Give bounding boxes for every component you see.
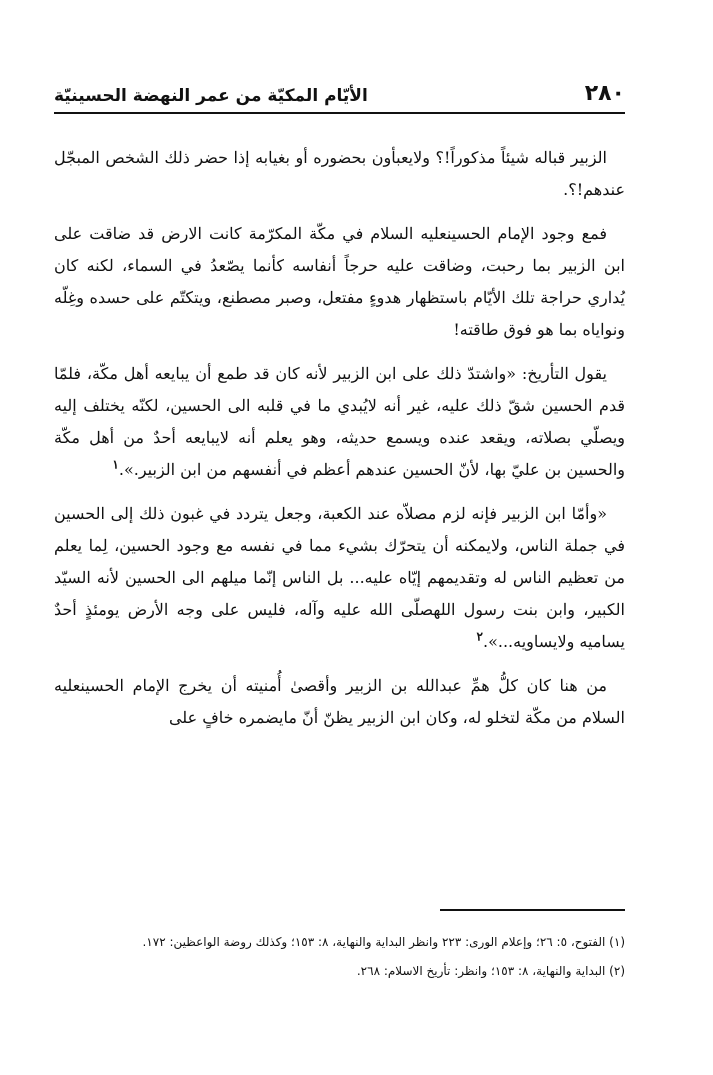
- page-number: ٢٨٠: [584, 81, 625, 106]
- paragraph: يقول التأريخ: «واشتدّ ذلك على ابن الزبير لأنه كان قد طمع أن يبايعه أهل مكّة، فلمّا قدم الحسين شقّ ذلك عليه، غير أنه لايُبدي ما في قلبه الى الحسين، لكنّه يختلف إليه ويصلّي بصلاته، ويقعد عنده ويسمع حديثه، وهو يعلم أنه لايبايعه أحدٌ من أهل مكّة والحسين بن عليّ بها، لأنّ الحسين عندهم أعظم في أنفسهم من ابن الزبير.».$^١$: [54, 364, 625, 479]
- footnote: (١) الفتوح، ٥: ٢٦؛ وإعلام الورى: ٢٢٣ وانظر البداية والنهاية، ٨: ١٥٣؛ وكذلك روضة الواعظين: ١٧٢.: [142, 935, 625, 949]
- footnotes: [54, 928, 625, 986]
- body-text: [54, 142, 625, 746]
- running-title: الأيّام المكيّة من عمر النهضة الحسينيّة: [54, 86, 368, 106]
- footnote-reference[interactable]: ٢: [476, 629, 483, 644]
- footnote-divider: [440, 909, 625, 911]
- page-header: [54, 66, 625, 114]
- paragraph: فمع وجود الإمام الحسينعليه السلام في مكّة المكرّمة كانت الارض قد ضاقت على ابن الزبير بما رحبت، وضاقت عليه حرجاً أنفاسه كأنما يصّعدُ في السماء، لكنه كان يُداري حراجة تلك الأيّام باستظهار هدوءٍ مفتعل، وصبر مصطنع، ويتكتّم على حسده وغِلّه ونواياه بما هو فوق طاقته!: [54, 224, 625, 339]
- paragraph: الزبير قباله شيئاً مذكوراً!؟ ولايعبأون بحضوره أو بغيابه إذا حضر ذلك الشخص المبجّل عندهم!؟.: [54, 148, 625, 199]
- paragraph: من هنا كان كلُّ همِّ عبدالله بن الزبير وأقصىٰ أُمنيته أن يخرج الإمام الحسينعليه السلام من مكّة لتخلو له، وكان ابن الزبير يظنّ أنّ مايضمره خافٍ على: [54, 676, 625, 727]
- footnote: (٢) البداية والنهاية، ٨: ١٥٣؛ وانظر: تأريخ الاسلام: ٢٦٨.: [356, 964, 625, 978]
- paragraph: «وأمّا ابن الزبير فإنه لزم مصلاّه عند الكعبة، وجعل يتردد في غبون ذلك إلى الحسين في جملة الناس، ولايمكنه أن يتحرّك بشيء مما في نفسه مع وجود الحسين، لِما يعلم من تعظيم الناس له وتقديمهم إيّاه عليه... بل الناس إنّما ميلهم الى الحسين لأنه السيّد الكبير، وابن بنت رسول اللهصلّى الله عليه وآله، فليس على وجه الأرض يومئذٍ أحدٌ يساميه ولايساويه...».$^٢$: [54, 504, 625, 651]
- footnote-reference[interactable]: ١: [112, 457, 119, 472]
